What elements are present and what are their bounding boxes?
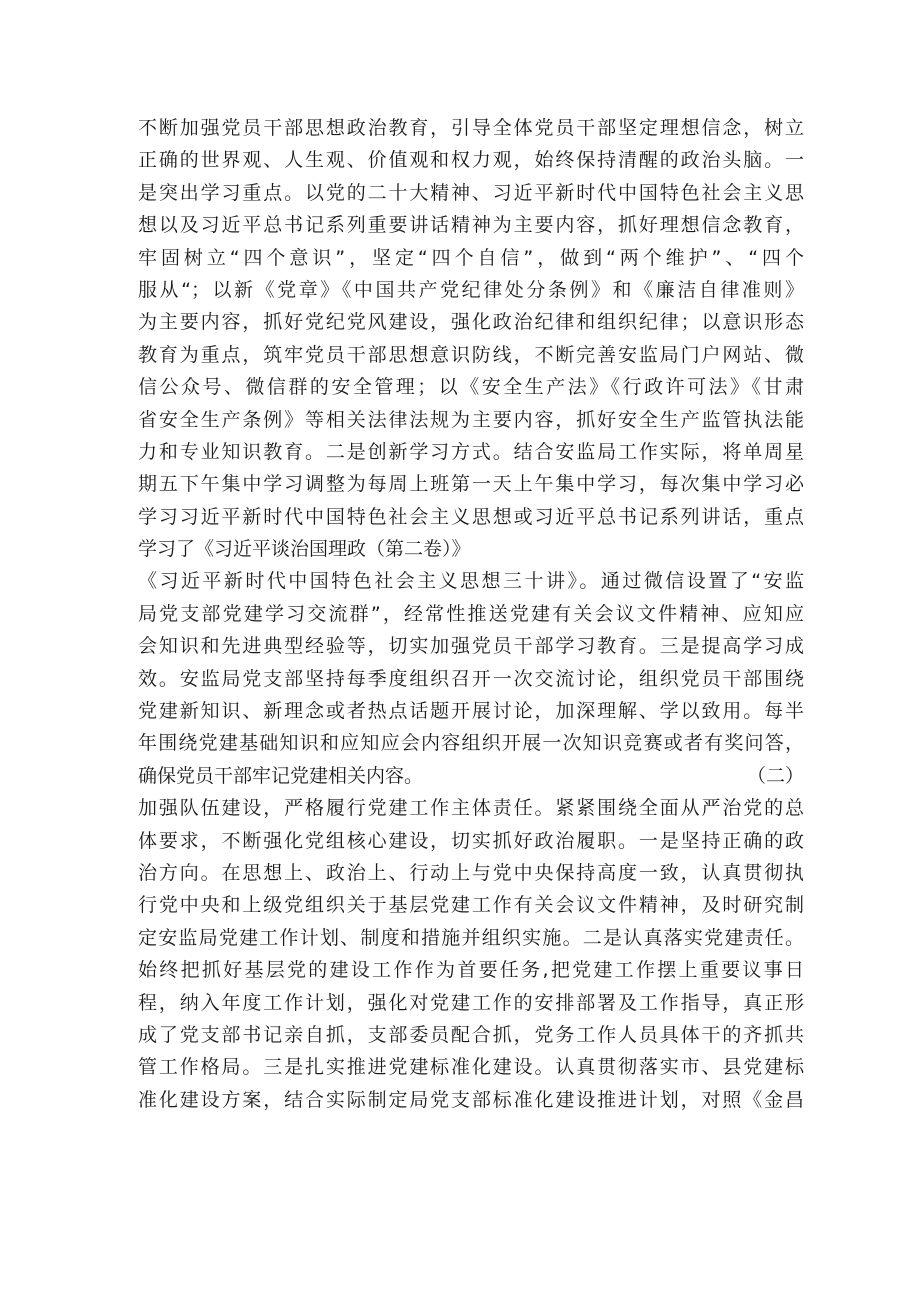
text-line: 为主要内容，抓好党纪党风建设，强化政治纪律和组织纪律；以意识形态 [138, 311, 804, 334]
text-line: 确保党员干部牢记党建相关内容。 [138, 764, 424, 787]
text-line: 学习习近平新时代中国特色社会主义思想或习近平总书记系列讲话，重点 [138, 505, 804, 528]
text-line-with-section-marker [138, 760, 804, 792]
text-line: 成了党支部书记亲自抓，支部委员配合抓，党务工作人员具体干的齐抓共 [138, 1023, 804, 1046]
text-line: 管工作格局。三是扎实推进党建标准化建设。认真贯彻落实市、县党建标 [138, 1056, 804, 1079]
text-line: 省安全生产条例》等相关法律法规为主要内容，抓好安全生产监管执法能 [138, 408, 804, 431]
text-line: 牢固树立“四个意识”，坚定“四个自信”，做到“两个维护”、“四个 [138, 246, 804, 269]
text-line: 效。安监局党支部坚持每季度组织召开一次交流讨论，组织党员干部围绕 [138, 667, 804, 690]
text-line: 正确的世界观、人生观、价值观和权力观，始终保持清醒的政治头脑。一 [138, 149, 804, 172]
text-line: 治方向。在思想上、政治上、行动上与党中央保持高度一致，认真贯彻执 [138, 861, 804, 884]
text-line: 学习了《习近平谈治国理政（第二卷）》 [138, 538, 471, 561]
text-line: 局党支部党建学习交流群”，经常性推送党建有关会议文件精神、应知应 [138, 602, 804, 625]
text-line: 程，纳入年度工作计划，强化对党建工作的安排部署及工作指导，真正形 [138, 991, 804, 1014]
text-line: 体要求，不断强化党组核心建设，切实抓好政治履职。一是坚持正确的政 [138, 829, 804, 852]
text-line: 服从“；以新《党章》《中国共产党纪律处分条例》和《廉洁自律准则》 [138, 278, 804, 301]
text-line: 期五下午集中学习调整为每周上班第一天上午集中学习，每次集中学习必 [138, 473, 804, 496]
text-line: 会知识和先进典型经验等，切实加强党员干部学习教育。三是提高学习成 [138, 635, 804, 658]
text-line: 《习近平新时代中国特色社会主义思想三十讲》。通过微信设置了“安监 [138, 570, 804, 593]
text-line: 力和专业知识教育。二是创新学习方式。结合安监局工作实际，将单周星 [138, 440, 804, 463]
text-line: 始终把抓好基层党的建设工作作为首要任务,把党建工作摆上重要议事日 [138, 959, 804, 982]
text-line: 教育为重点，筑牢党员干部思想意识防线，不断完善安监局门户网站、微 [138, 343, 804, 366]
text-line: 党建新知识、新理念或者热点话题开展讨论，加深理解、学以致用。每半 [138, 700, 804, 723]
text-line: 想以及习近平总书记系列重要讲话精神为主要内容，抓好理想信念教育， [138, 214, 804, 237]
section-number: （二） [746, 764, 804, 787]
text-line: 年围绕党建基础知识和应知应会内容组织开展一次知识竞赛或者有奖问答， [138, 732, 804, 755]
text-line: 准化建设方案，结合实际制定局党支部标准化建设推进计划，对照《金昌 [138, 1088, 804, 1111]
body-text [138, 112, 804, 1116]
text-line: 行党中央和上级党组织关于基层党建工作有关会议文件精神，及时研究制 [138, 894, 804, 917]
text-line: 信公众号、微信群的安全管理；以《安全生产法》《行政许可法》《甘肃 [138, 376, 804, 399]
text-line: 加强队伍建设，严格履行党建工作主体责任。紧紧围绕全面从严治党的总 [138, 797, 804, 820]
text-line: 是突出学习重点。以党的二十大精神、习近平新时代中国特色社会主义思 [138, 181, 804, 204]
text-line: 不断加强党员干部思想政治教育，引导全体党员干部坚定理想信念，树立 [138, 117, 804, 139]
text-line: 定安监局党建工作计划、制度和措施并组织实施。二是认真落实党建责任。 [138, 926, 804, 949]
